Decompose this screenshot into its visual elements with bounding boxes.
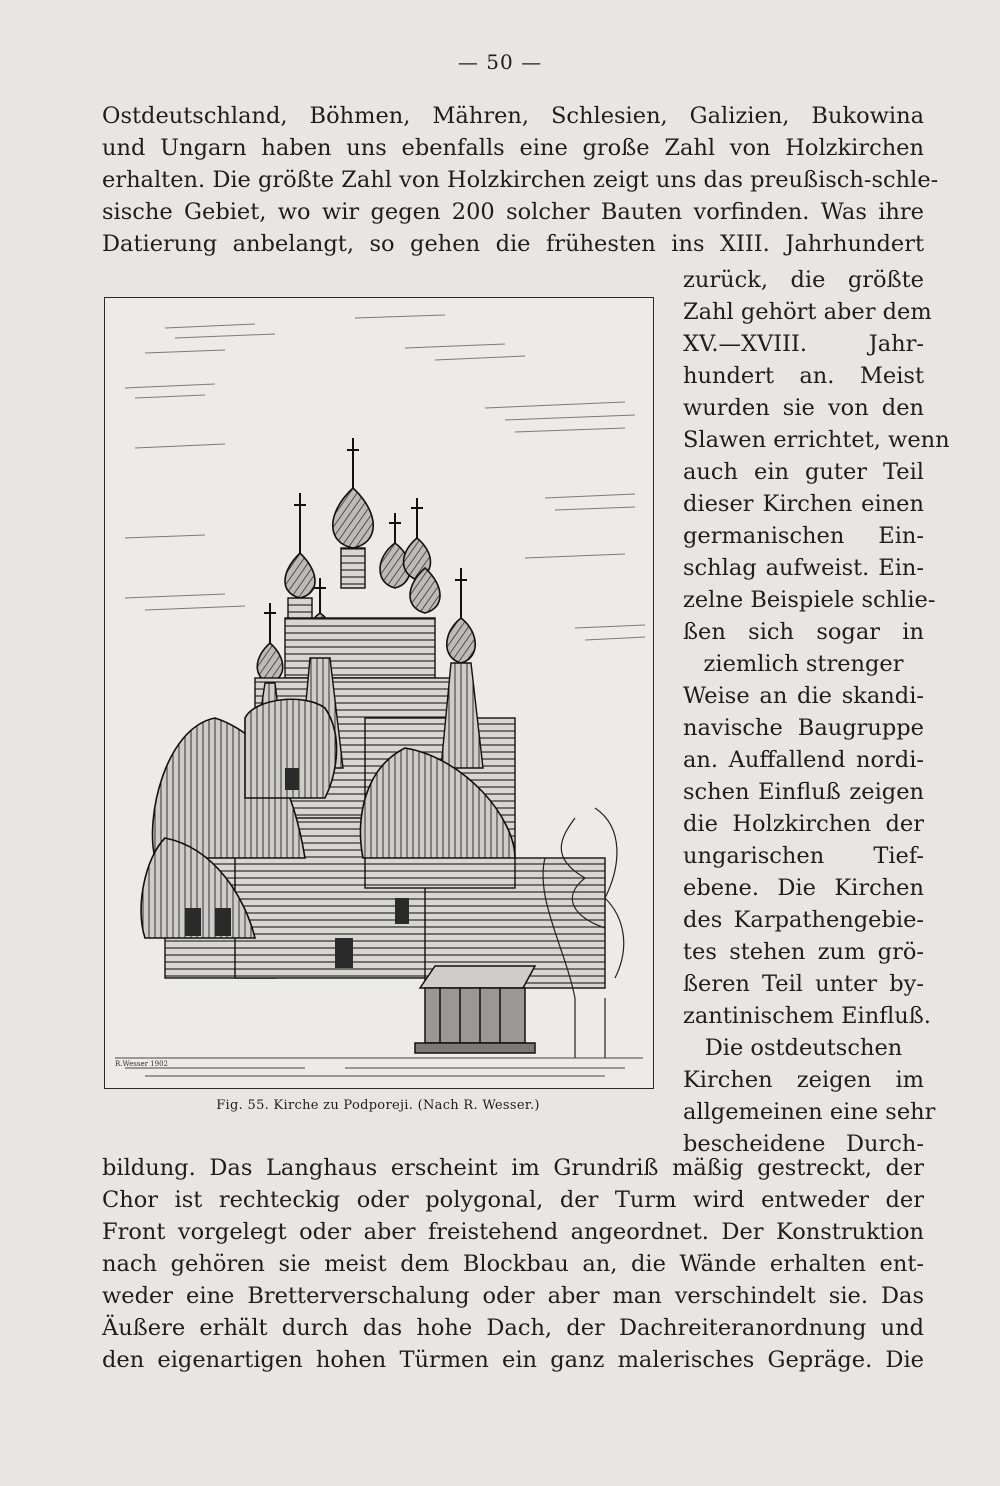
text-line: ßen sich sogar in [683, 619, 924, 645]
text-line: Chor ist rechteckig oder polygonal, der Turm wird entweder der [102, 1187, 924, 1213]
text-line: tes stehen zum grö- [683, 939, 924, 965]
text-line: Äußere erhält durch das hohe Dach, der Dachreiteranordnung und [102, 1315, 924, 1341]
text-line: die Holzkirchen der [683, 811, 924, 837]
church-illustration [104, 297, 654, 1089]
text-line: schen Einfluß zeigen [683, 779, 924, 805]
porch [415, 966, 535, 1053]
church-drawing [105, 298, 653, 1088]
text-line: Slawen errichtet, wenn [683, 427, 950, 453]
text-line: Datierung anbelangt, so gehen die frühesten ins XIII. Jahrhundert [102, 231, 924, 257]
text-line: allgemeinen eine sehr [683, 1099, 936, 1125]
text-line: den eigenartigen hohen Türmen ein ganz malerisches Gepräge. Die [102, 1347, 924, 1373]
text-line: bildung. Das Langhaus erscheint im Grundriß mäßig gestreckt, der [102, 1155, 924, 1181]
figure-caption: Fig. 55. Kirche zu Podporeji. (Nach R. Wesser.) [216, 1098, 540, 1113]
text-line: ungarischen Tief- [683, 843, 924, 869]
text-line: XV.—XVIII. Jahr- [683, 331, 924, 357]
text-line: Zahl gehört aber dem [683, 299, 932, 325]
text-line: hundert an. Meist [683, 363, 924, 389]
text-line: zurück, die größte [683, 267, 924, 293]
text-line: zantinischem Einfluß. [683, 1003, 931, 1029]
sky-hatching [125, 315, 645, 640]
text-line: ßeren Teil unter by- [683, 971, 924, 997]
text-line: germanischen Ein- [683, 523, 924, 549]
page-number: — 50 — [457, 50, 543, 74]
text-line: an. Auffallend nordi- [683, 747, 924, 773]
text-line: zelne Beispiele schlie- [683, 587, 936, 613]
text-line: Die ostdeutschen [704, 1035, 903, 1061]
text-line: wurden sie von den [683, 395, 924, 421]
text-line: Kirchen zeigen im [683, 1067, 924, 1093]
text-line: und Ungarn haben uns ebenfalls eine große Zahl von Holzkirchen [102, 135, 924, 161]
text-line: ebene. Die Kirchen [683, 875, 924, 901]
text-line: Weise an die skandi- [683, 683, 924, 709]
text-line: sische Gebiet, wo wir gegen 200 solcher Bauten vorfinden. Was ihre [102, 199, 924, 225]
text-line: weder eine Bretterverschalung oder aber man verschindelt sie. Das [102, 1283, 924, 1309]
text-line: navische Baugruppe [683, 715, 924, 741]
text-line: Front vorgelegt oder aber freistehend angeordnet. Der Konstruktion [102, 1219, 924, 1245]
text-line: auch ein guter Teil [683, 459, 924, 485]
artist-signature: R.Wesser 1902 [115, 1060, 168, 1068]
text-line: Ostdeutschland, Böhmen, Mähren, Schlesien, Galizien, Bukowina [102, 103, 924, 129]
text-line: nach gehören sie meist dem Blockbau an, die Wände erhalten ent- [102, 1251, 924, 1277]
text-line: bescheidene Durch- [683, 1131, 924, 1157]
text-line: dieser Kirchen einen [683, 491, 924, 517]
text-line: ziemlich strenger [703, 651, 904, 677]
text-line: schlag aufweist. Ein- [683, 555, 924, 581]
ground [115, 1058, 643, 1076]
text-line: erhalten. Die größte Zahl von Holzkirchen zeigt uns das preußisch-schle- [102, 167, 939, 193]
text-line: des Karpathengebie- [683, 907, 924, 933]
